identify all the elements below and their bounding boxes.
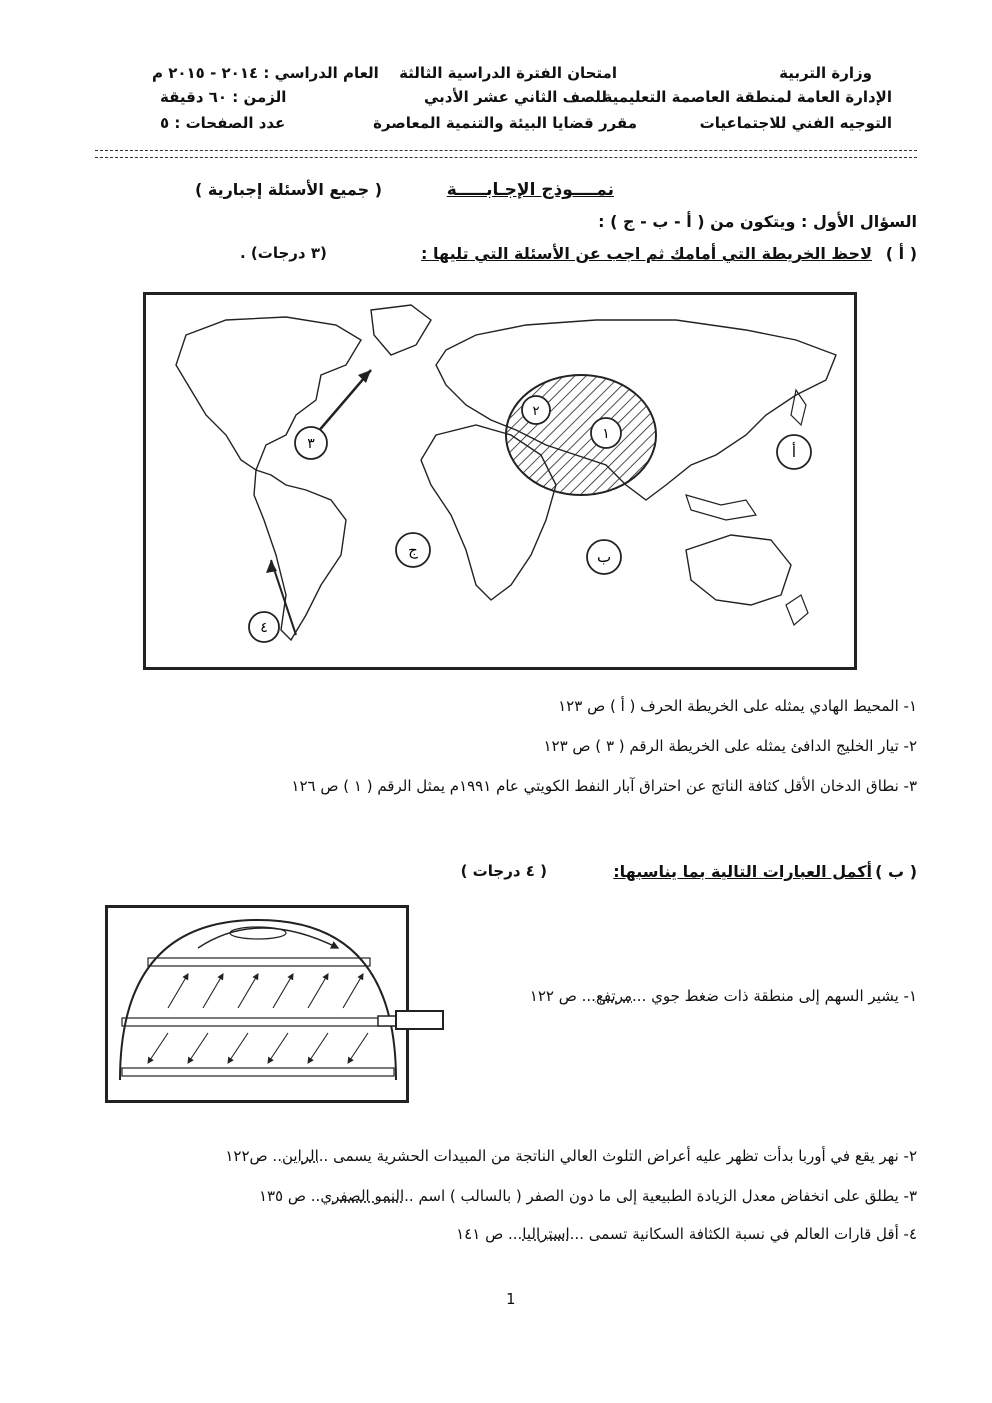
part-b-label: ( ب ) bbox=[875, 862, 917, 881]
top-arc-arrow bbox=[198, 928, 338, 948]
part-a-marks: (٣ درجات) . bbox=[240, 244, 327, 262]
supervision-name: التوجيه الفني للاجتماعيات bbox=[699, 114, 892, 132]
map-label-a: أ bbox=[791, 443, 797, 461]
part-b-item-4-suffix: ... ص ١٤١ bbox=[456, 1225, 523, 1243]
part-a-item-1: ١- المحيط الهادي يمثله على الخريطة الحرف ( أ ) ص ١٢٣ bbox=[558, 697, 917, 715]
part-b-item-3-suffix: .. ص ١٣٥ bbox=[258, 1187, 321, 1205]
mandatory-note: ( جميع الأسئلة إجبارية ) bbox=[195, 180, 382, 199]
part-a-item-2: ٢- تيار الخليج الدافئ يمثله على الخريطة الرقم ( ٣ ) ص ١٢٣ bbox=[543, 737, 917, 755]
map-label-4: ٤ bbox=[260, 620, 268, 636]
part-b-instruction: أكمل العبارات التالية بما يناسبها: bbox=[613, 862, 872, 881]
exam-time: الزمن : ٦٠ دقيقة bbox=[160, 88, 287, 106]
band-bottom bbox=[122, 1068, 394, 1076]
continent-australia bbox=[686, 535, 791, 605]
map-label-b: ب bbox=[596, 548, 612, 566]
part-a-instruction: لاحظ الخريطة التي أمامك ثم اجب عن الأسئلة التي تليها : bbox=[421, 244, 872, 263]
ministry-name: وزارة التربية bbox=[779, 64, 872, 82]
question1-intro: السؤال الأول : ويتكون من ( أ - ب - ج ) : bbox=[598, 212, 917, 231]
part-b-item-3 bbox=[259, 1187, 917, 1205]
continent-north-america bbox=[176, 317, 361, 470]
part-b-item-2-prefix: ٢- نهر يقع في أوربا بدأت تظهر عليه أعراض التلوث العالي الناتجة من المبيدات الحشرية يسمى .. bbox=[318, 1147, 917, 1165]
world-map-drawing bbox=[146, 295, 854, 667]
map-label-2: ٢ bbox=[532, 404, 540, 419]
part-b-item-4 bbox=[456, 1225, 917, 1243]
answer-model-title: نمــــوذج الإجـابـــــة bbox=[446, 180, 614, 200]
course-name: مقرر قضايا البيئة والتنمية المعاصرة bbox=[373, 114, 637, 132]
band-middle bbox=[122, 1018, 394, 1026]
smoke-zone-ellipse bbox=[506, 375, 656, 495]
page-count: عدد الصفحات : ٥ bbox=[160, 114, 286, 132]
grade-name: للصف الثاني عشر الأدبي bbox=[423, 88, 607, 106]
islands-indonesia bbox=[686, 495, 756, 520]
part-a-item-3: ٣- نطاق الدخان الأقل كثافة الناتج عن احتراق آبار النفط الكويتي عام ١٩٩١م يمثل الرقم ( ١ ) ص ١٢٦ bbox=[291, 777, 917, 795]
part-b-item-1-answer: مرتفع bbox=[595, 987, 633, 1005]
map-label-1: ١ bbox=[602, 426, 610, 442]
map-label-j: ج bbox=[408, 541, 418, 559]
band-top bbox=[148, 958, 370, 966]
part-b-item-4-answer: استراليا bbox=[522, 1225, 570, 1243]
pressure-diagram bbox=[105, 905, 409, 1103]
page-number: 1 bbox=[506, 1290, 516, 1308]
exam-title: امتحان الفترة الدراسية الثالثة bbox=[399, 64, 617, 82]
world-map bbox=[143, 292, 857, 670]
part-b-item-3-prefix: ٣- يطلق على انخفاض معدل الزيادة الطبيعية إلى ما دون الصفر ( بالسالب ) اسم .. bbox=[404, 1187, 917, 1205]
pressure-diagram-drawing bbox=[108, 908, 406, 1100]
part-b-item-1 bbox=[530, 987, 917, 1005]
part-b-item-3-answer: النمو الصفري bbox=[320, 1187, 405, 1205]
dome-outline bbox=[120, 920, 396, 1080]
part-b-item-2 bbox=[225, 1147, 917, 1165]
part-b-item-1-prefix: ١- يشير السهم إلى منطقة ذات ضغط جوي ... bbox=[632, 987, 917, 1005]
part-b-item-4-prefix: ٤- أقل قارات العالم في نسبة الكثافة السكانية تسمى ... bbox=[569, 1225, 917, 1243]
south-current-arrowhead bbox=[266, 560, 277, 573]
part-b-item-1-suffix: ... ص ١٢٢ bbox=[529, 987, 596, 1005]
map-label-3: ٣ bbox=[307, 436, 315, 452]
part-a-label: ( أ ) bbox=[885, 244, 917, 263]
district-name: الإدارة العامة لمنطقة العاصمة التعليمية bbox=[603, 88, 892, 106]
part-b-item-2-answer: الراين bbox=[281, 1147, 319, 1165]
header-divider-2 bbox=[95, 157, 917, 158]
part-b-marks: ( ٤ درجات ) bbox=[460, 862, 547, 880]
islands-new-zealand bbox=[786, 595, 808, 625]
part-b-item-2-suffix: .. ص١٢٢ bbox=[225, 1147, 282, 1165]
continent-greenland bbox=[371, 305, 431, 355]
pointer-arrow bbox=[395, 1010, 444, 1030]
school-year: العام الدراسي : ٢٠١٤ - ٢٠١٥ م bbox=[152, 64, 379, 82]
header-divider-1 bbox=[95, 150, 917, 151]
islands-japan bbox=[791, 390, 806, 425]
